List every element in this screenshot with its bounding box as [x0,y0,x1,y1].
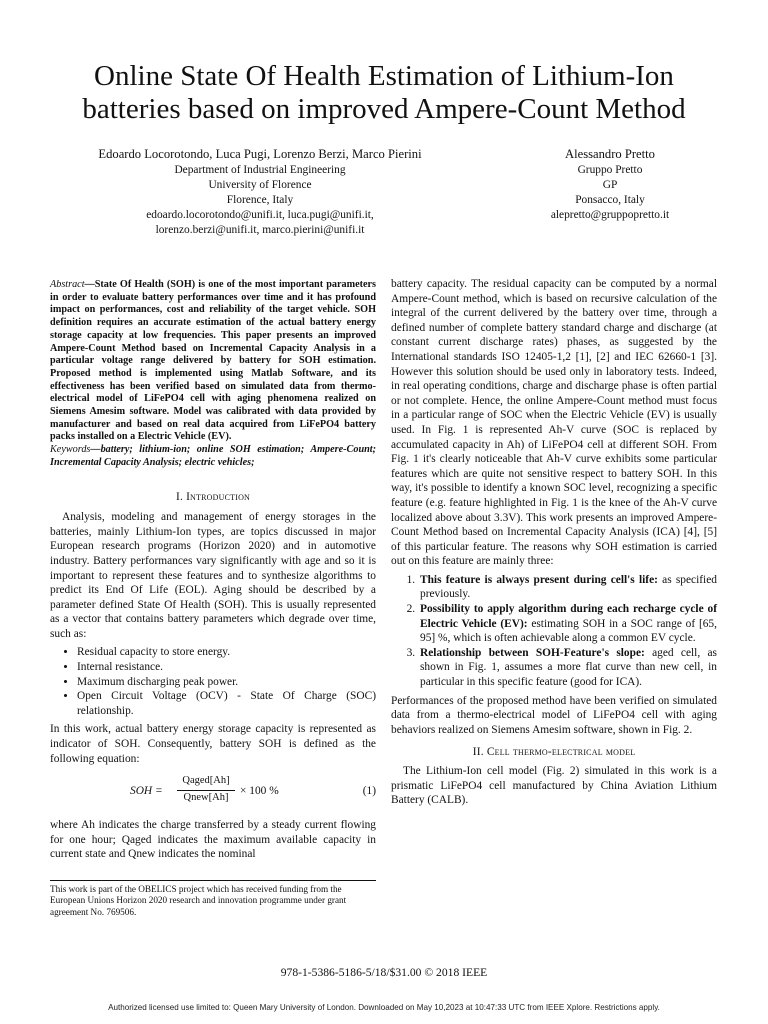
section-title-2: Cell thermo-electrical model [486,746,636,759]
equation-1 [50,772,376,812]
paper-title [0,60,768,126]
abstract-label: Abstract [50,279,85,290]
right-paragraph-3: The Lithium-Ion cell model (Fig. 2) simulated in this work is a prismatic LiFePO4 cell manufactured by China Aviation Lithium Battery (CALB). [391,765,717,807]
list-item-bold: Possibility to apply algorithm during each recharge cycle of Electric Vehicle (EV): [420,603,717,630]
right-paragraph-2: Performances of the proposed method have been verified on simulated data from a thermo-electrical model of LiFePO4 cell with aging behaviors realized on Siemens Amesim software, shown in Fig. 2. [391,694,717,736]
list-item: • Maximum discharging peak power. [77,675,376,690]
author-city: Florence, Italy [226,194,294,206]
title-line-1: Online State Of Health Estimation of Lithium-Ion [94,60,674,92]
section-title-1: Introduction [186,490,251,503]
license-notice: Authorized licensed use limited to: Queen Mary University of London. Downloaded on May 10,2023 at 10:47:33 UTC from IEEE Xplore. Restrictions apply. [108,1003,660,1012]
equation-lhs: SOH = [130,785,163,798]
author-names: Edoardo Locorotondo, Luca Pugi, Lorenzo Berzi, Marco Pierini [98,147,422,161]
equation-rhs: × 100 % [240,785,279,798]
footnote-text: This work is part of the OBELICS project which has received funding from the European Unions Horizon 2020 research and innovation programme under grant agreement No. 769506. [50,884,347,917]
section-heading-1 [50,490,376,505]
title-line-2: batteries based on improved Ampere-Count Method [82,93,686,125]
numbered-list [391,573,717,690]
intro-paragraph-2: In this work, actual battery energy storage capacity is represented as indicator of SOH. Consequently, battery SOH is defined as the following equation: [50,723,376,765]
copyright-isbn: 978-1-5386-5186-5/18/$31.00 © 2018 IEEE [280,966,488,979]
author-email-2: lorenzo.berzi@unifi.it, marco.pierini@unifi.it [155,224,365,236]
abstract [50,279,376,444]
author-block-right [500,146,720,223]
right-paragraph-1: battery capacity. The residual capacity can be computed by a normal Ampere-Count method, which is based on recursive calculation of the integral of the current delivered by the battery over time, through a defined number of complete battery standard charge and discharge (at constant current discharge rates) phases, as suggested by the International standards ISO 12405-1,2 [1], [2] and IEC 62660-1 [3]. However this solution should be used only in laboratory tests. Indeed, in real operating conditions, charge and discharge phase is often partial or not complete. Hence, the online Ampere-Count method must focus in a particular range of SOC when the Electric Vehicle (EV) is usually used. In Fig. 1 is represented Ah-V curve (SOC is replaced by accumulated capacity in Ah) of LiFePO4 cell at different SOH. From Fig. 1 it's clearly noticeable that Ah-V curve exhibits some particular features which are quite not sensitive respect to battery SOH. In this way, it's possible to identify a known SOC level, recognizing a specific feature (e.g. feature highlighted in Fig. 1 is the knee of the Ah-V curve localized above about 3.3V). This work presents an improved Ampere-Count Method based on Incremental Capacity Analysis (ICA) [4], [5] of this particular feature. The reasons why SOH estimation is carried out on this feature are mainly three: [391,278,717,568]
author-email-1: edoardo.locorotondo@unifi.it, luca.pugi@unifi.it, [146,209,374,221]
equation-numerator: Qaged[Ah] [177,774,235,791]
equation-number: (1) [362,785,376,798]
list-item-bold: Relationship between SOH-Feature's slope: [420,646,645,659]
keywords-label: Keywords [50,444,91,456]
list-item-text: aged cell, as shown in Fig. 1, assumes a more flat curve than new cell, in particular in this specific feature (good for ICA). [420,646,717,689]
list-item-text: estimating SOH in a SOC range of [65, 95] %, which is often achievable along a common EV cycle. [420,617,717,645]
author-org-1: Gruppo Pretto [577,164,643,176]
equation-fraction [177,774,235,805]
list-item [418,602,717,646]
abstract-text: —State Of Health (SOH) is one of the most important parameters in order to evaluate battery performances over time and it has profound impact on performances, cost and reliability of the target vehicle. SOH definition requires an accurate estimation of the actual battery energy storage capacity at low frequencies. This paper presents an improved Ampere-Count Method based on Incremental Capacity Analysis in a particular voltage range delivered by battery for SOH estimation. Proposed method is implemented using Matlab Software, and its effectiveness has been verified based on simulated data from thermo-electrical model of LiFePO4 cell with aging phenomena realized on Siemens Amesim software. Model was calibrated with data provided by manufacturer and based on real data acquired from LiFePO4 battery packs installed on a Electric Vehicle (EV). [50,279,376,443]
author-block-left [60,146,460,238]
section-heading-2 [391,745,717,760]
list-item-text: as specified previously. [420,573,717,601]
section-number-1: I. [175,490,183,503]
footnote-rule [50,880,376,881]
author-city-right: Ponsacco, Italy [575,194,645,206]
list-item [418,573,717,602]
list-item: • Residual capacity to store energy. [77,645,376,660]
list-item: • Internal resistance. [77,660,376,675]
intro-paragraph-1: Analysis, modeling and management of energy storages in the batteries, mainly Lithium-Ion types, are topics discussed in major European research programs (Horizon 2020) and in automotive industry. Battery performances vary significantly with age and so it is important to represent these features and to synthesize algorithms to predict its End Of Life (EOL). Aging should be described by a parameter defined State Of Health (SOH). This is usually represented as a vector that contains battery parameters which degrade over time, such as: [50,511,376,640]
equation-denominator: Qnew[Ah] [183,791,229,803]
list-item-bold: This feature is always present during cell's life: [420,573,658,586]
list-item [418,646,717,690]
author-email-right: alepretto@gruppopretto.it [550,209,670,221]
left-column [50,279,376,862]
list-item: • Open Circuit Voltage (OCV) - State Of Charge (SOC) relationship. [77,689,376,718]
footnote [50,880,376,918]
keywords-text: —battery; lithium-ion; online SOH estimation; Ampere-Count; Incremental Capacity Analysis; electric vehicles; [50,444,376,468]
bullet-list [50,645,376,718]
author-name-right: Alessandro Pretto [565,147,655,161]
author-department: Department of Industrial Engineering [174,164,346,176]
author-org-2: GP [602,179,618,191]
keywords [50,444,376,469]
right-column [391,277,717,808]
section-number-2: II. [472,746,484,759]
author-university: University of Florence [208,179,312,191]
intro-paragraph-3: where Ah indicates the charge transferred by a steady current flowing for one hour; Qaged indicates the maximum available capacity in current state and Qnew indicates the nominal [50,819,376,861]
